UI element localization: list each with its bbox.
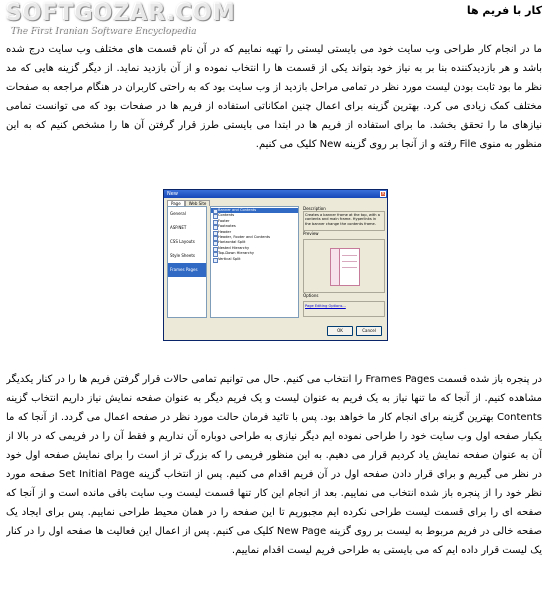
category-list [167,206,207,318]
template-item: Header, Footer and Contents [211,235,298,240]
page-editing-options-link: Page Editing Options... [305,304,346,308]
description-label: Description [303,206,326,211]
watermark-title: SOFTGOZAR.COM [6,1,236,26]
template-item: Nested Hierarchy [211,246,298,251]
category-item-frames-pages: Frames Pages [168,263,206,277]
template-item: Horizontal Split [211,240,298,245]
template-item: Vertical Split [211,257,298,262]
dialog-title: New [167,191,178,197]
template-item: Footer [211,219,298,224]
tab-page: Page [167,200,185,206]
description-text: Creates a banner frame at the top, with a contents and main frame. Hyperlinks in the banner change the contents frame. [303,211,385,231]
template-list [210,206,299,318]
ok-button: OK [327,326,353,336]
options-label: Options [303,293,319,298]
template-item: Banner and Contents [211,208,298,213]
dialog-buttons [324,326,382,336]
tab-web-site: Web Site [185,200,211,206]
preview-contents-frame [331,249,340,285]
article-paragraph-2: در پنجره باز شده قسمت Frames Pages را انتخاب می کنیم. حال می توانیم تمامی حالات قرار گرفتن فریم ها را در کنار یکدیگر مشاهده کنیم. از آنجا که ما تنها نیاز به یک فریم به عنوان لیست و یک فریم دیگر به عنوان صفحه نمایش نیاز داریم انتخاب گزینه Contents بهترین گزینه برای انجام کار ما خواهد بود. پس با تائید فرمان حالت مورد نظر در صفحه اعمال می گردد. از آنجا که ما یکبار صفحه اول وب سایت خود را طراحی نموده ایم دیگر نیازی به طراحی دوباره آن نداریم و فقط آن را در فریمی که در بالا از آن به عنوان صفحه نمایش یاد کردیم قرار می دهیم. به این منظور فریمی را که بزرگ تر از است را برای نمایش صفحه اول خود در نظر می گیریم و برای قرار دادن صفحه اول در آن فریم اقدام می کنیم. پس از انتخاب گزینه Set Initial Page صفحه مورد نظر خود را از پنجره باز شده انتخاب می نماییم. بعد از انجام این کار تنها قسمت لیست وب سایت باقی مانده است و از آنجا که صفحه ای را برای قسمت لیست طراحی نکرده ایم مجبوریم تا این صفحه را در همان محیط طراحی نماییم. پس برای ایجاد یک صفحه خالی در فریم مربوط به لیست بر روی گزینه New Page کلیک می کنیم. پس از اعمال این فعالیت ها صفحه اول را در کنار یک لیست قرار داده ایم که می بایستی به طراحی فریم لیست اقدام نماییم. [6,374,542,556]
template-item: Contents [211,213,298,218]
category-item-aspnet: ASP.NET [170,225,187,230]
watermark-subtitle: The First Iranian Software Encyclopedia [10,26,196,36]
preview-line [342,267,357,268]
preview-line [342,255,357,256]
preview-area [303,239,385,293]
category-item-css-layouts: CSS Layouts [170,239,195,244]
template-item: Footnotes [211,224,298,229]
category-item-general: General [170,211,186,216]
frames-preview-thumbnail [330,248,360,286]
preview-line [342,261,357,262]
cancel-button: Cancel [356,326,382,336]
close-icon: × [381,191,386,197]
options-box [303,301,385,317]
article-paragraph-1: ما در انجام کار طراحی وب سایت خود می بایستی لیستی را تهیه نماییم که در آن نام قسمت های مختلف وب سایت درج شده باشد و هر بازدیدکننده بنا بر به نیاز خود بتواند یکی از قسمت ها را انتخاب نموده و از آن بازدید نماید. از دیگر گزینه هایی که مد نظر ما بود ثابت بودن لیست مورد نظر در تمامی مراحل بازدید از وب سایت بود که به راحتی کاربران در هنگام مراجعه به صفحات مختلف کمک زیادی می کرد. بهترین گزینه برای اعمال چنین امکاناتی استفاده از فریم ها در صفحات بود که می توانست تمامی نیازهای ما را تحقق بخشد. ما برای استفاده از فریم ها در ابتدا می بایستی طرز قرار گرفتن آن ها را مشخص کنیم که به این منظور به منوی File رفته و از آنجا بر روی گزینه New کلیک می کنیم. [6,44,542,150]
template-item: Top-Down Hierarchy [211,251,298,256]
preview-label: Preview [303,231,319,236]
template-item: Header [211,230,298,235]
softgozar-watermark [6,2,256,40]
article-heading: کار با فریم ها [466,4,542,17]
dialog-title-bar [164,190,387,198]
category-item-style-sheets: Style Sheets [170,253,195,258]
new-dialog-screenshot [163,189,388,341]
template-details [303,206,385,318]
